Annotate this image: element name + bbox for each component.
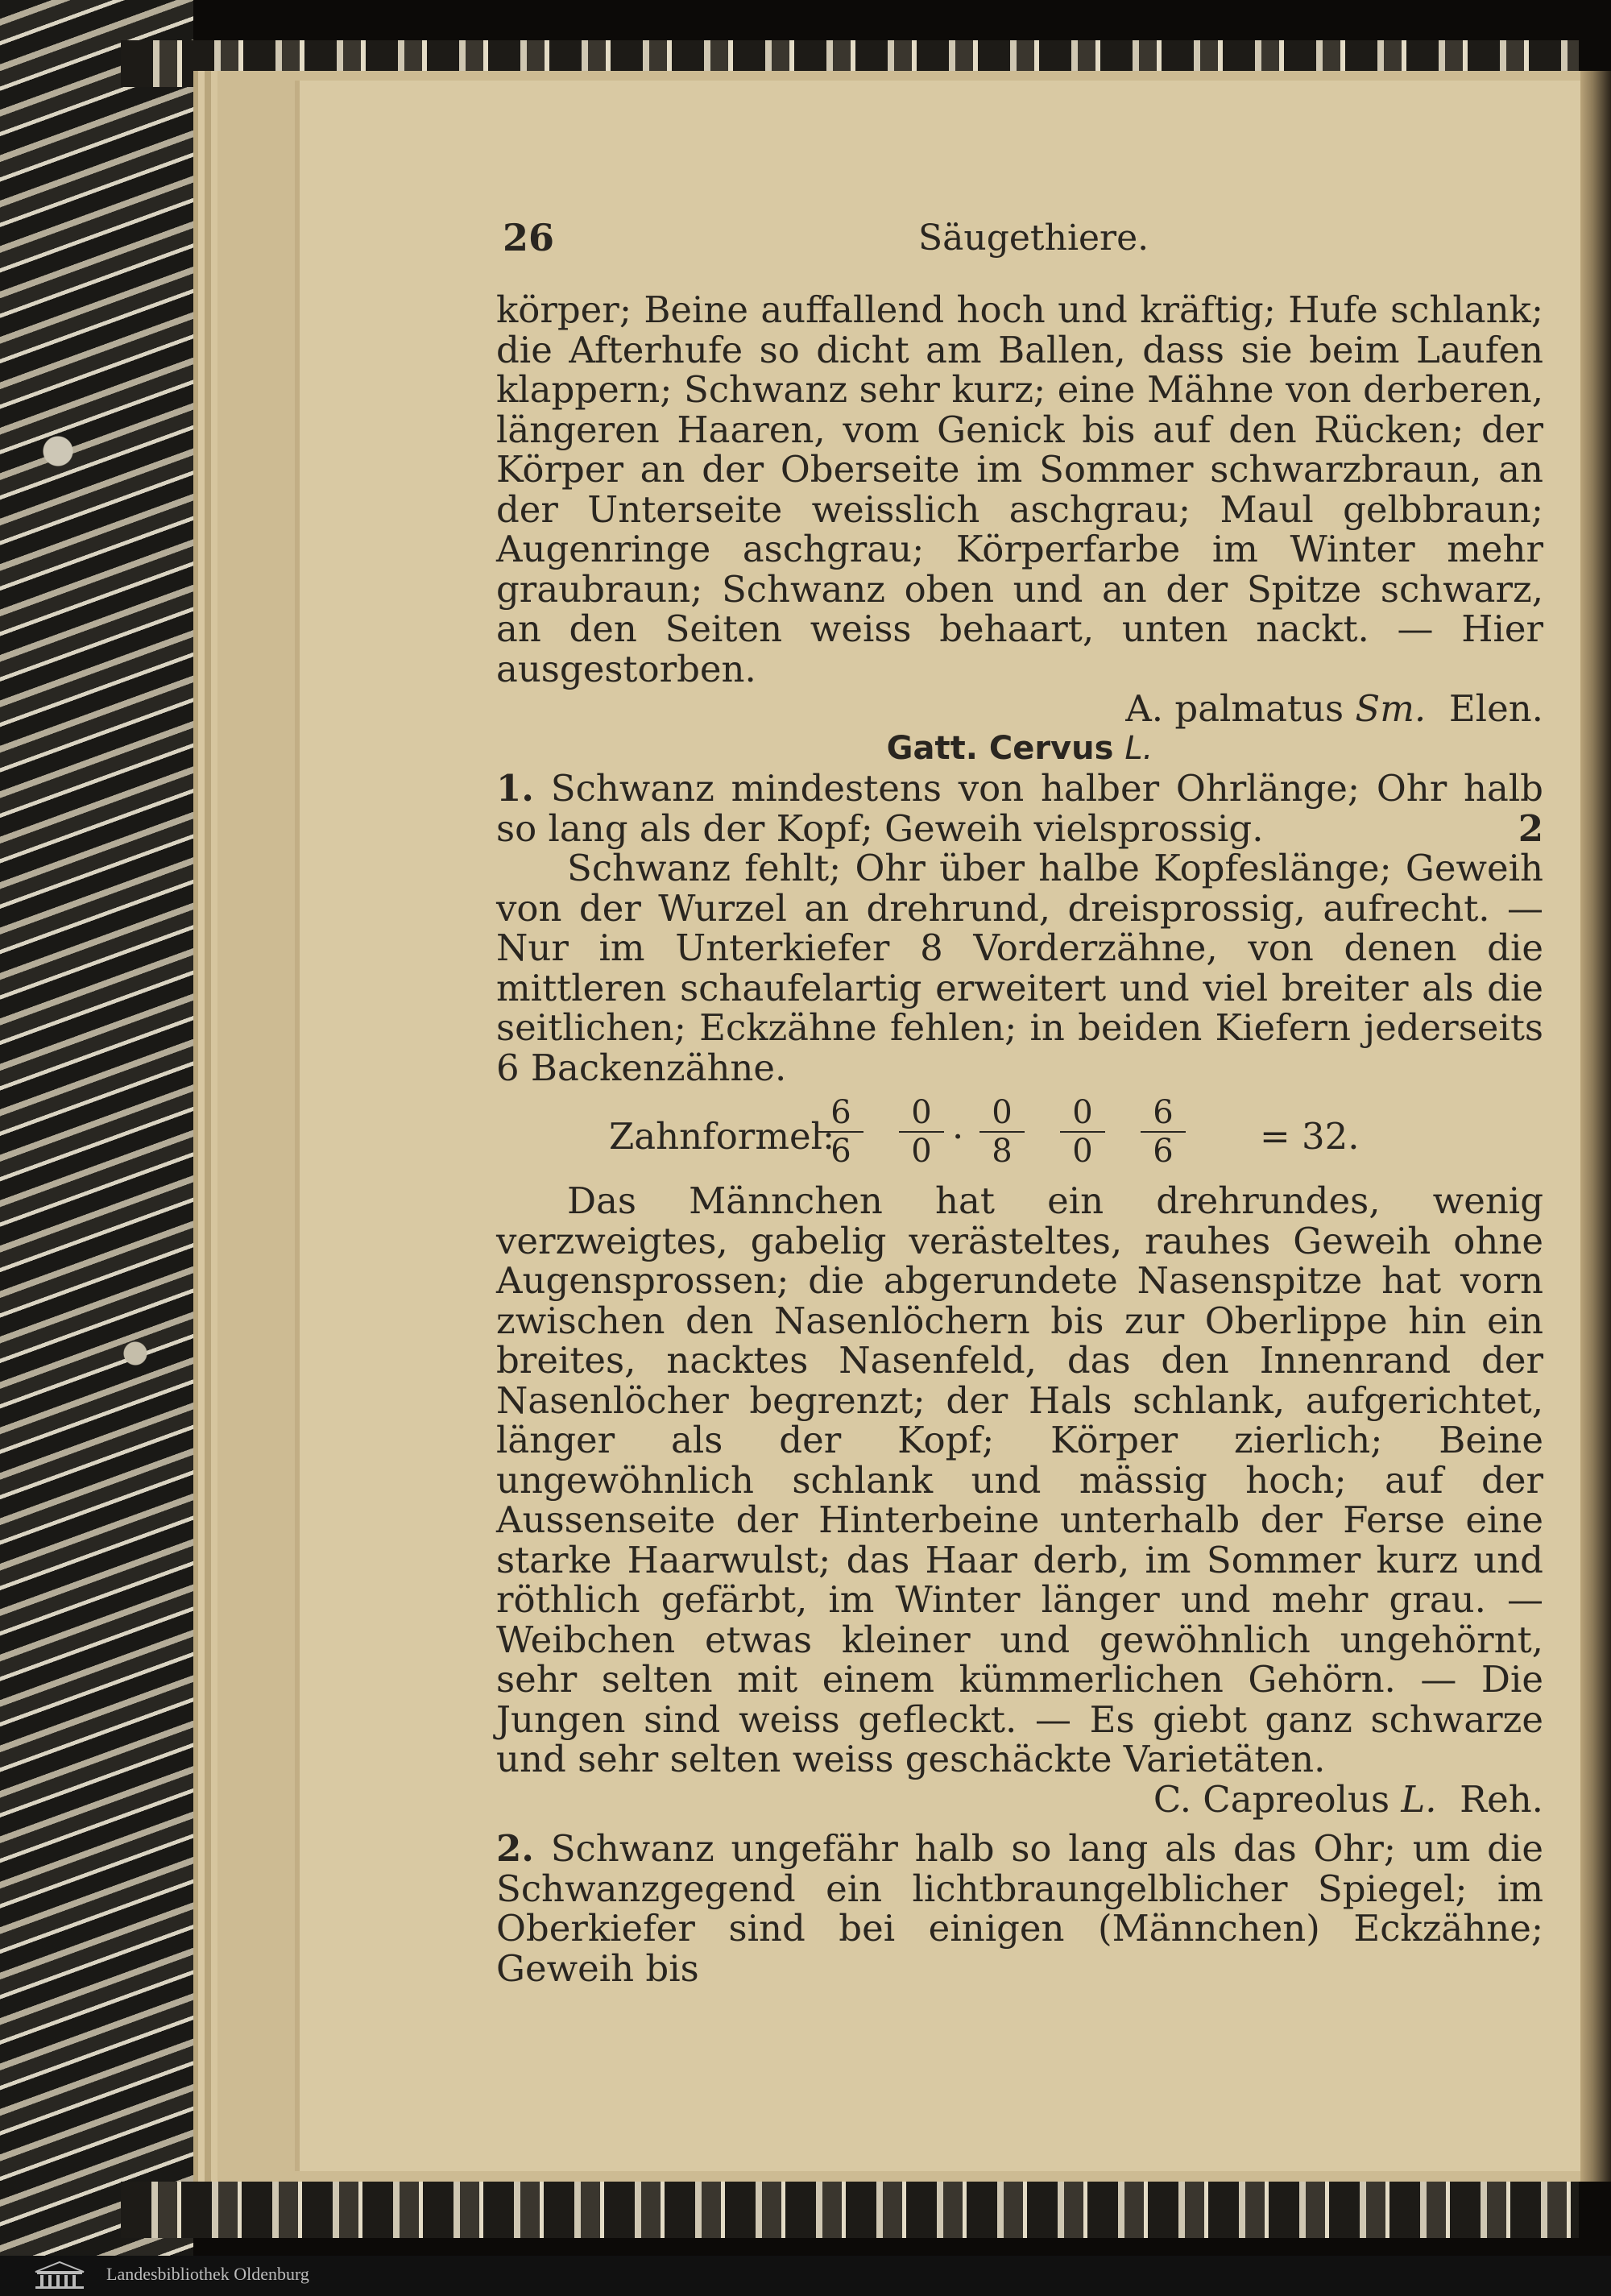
formula-fraction: $\frac{0}{0}$ <box>1060 1094 1105 1170</box>
page-header-title: Säugethiere. <box>918 218 1149 259</box>
book-gutter <box>1580 71 1611 2182</box>
formula-fraction: $\frac{6}{6}$ <box>1141 1094 1186 1170</box>
formula-fraction: $\frac{6}{6}$ <box>818 1094 863 1170</box>
genus-heading: Gatt. Cervus L. <box>886 729 1153 767</box>
book-cover-left <box>0 0 193 2256</box>
running-head <box>503 216 1542 272</box>
paragraph-roe-key: Schwanz fehlt; Ohr über halbe Kopfeslänge; Geweih von der Wurzel an drehrund, dreisprossig, aufrecht. — Nur im Unterkiefer 8 Vorderzähne, von denen die mittleren schaufelartig erweitert und viel breiter als die seitlichen; Eckzähne fehlen; in beiden Kiefern jederseits 6 Backenzähne. <box>496 847 1543 1089</box>
book-cover-bottom <box>121 2182 1579 2238</box>
paragraph-roe-description: Das Männchen hat ein drehrundes, wenig verzweigtes, gabelig verästeltes, rauhes Geweih ohne Augensprossen; die abgerundete Nasenspitze hat vorn zwischen den Nasenlöchern bis zur Oberlippe hin ein breites, nacktes Nasenfeld, das den Innenrand der Nasenlöcher begrenzt; der Hals schlank, aufgerichtet, länger als der Kopf; Körper zierlich; Beine ungewöhnlich schlank und mässig hoch; auf der Aussenseite der Hinterbeine unterhalb der Ferse eine starke Haarwulst; das Haar derb, im Sommer kurz und röthlich gefärbt, im Winter länger und mehr grau. — Weibchen etwas kleiner und gewöhnlich ungehörnt, sehr selten mit einem kümmerlichen Gehörn. — Die Jungen sind weiss gefleckt. — Es giebt ganz schwarze und sehr selten weiss geschäckte Varietäten. <box>496 1179 1543 1780</box>
library-name: Landesbibliothek Oldenburg <box>106 2264 309 2284</box>
footer-bar <box>0 2256 1611 2296</box>
key-entry-1: 1. Schwanz mindestens von halber Ohrlänge; Ohr halb so lang als der Kopf; Geweih vielsprossig. 2 <box>496 767 1543 850</box>
key-entry-2: 2. Schwanz ungefähr halb so lang als das Ohr; um die Schwanzgegend ein lichtbraungelblicher Spiegel; im Oberkiefer sind bei einigen (Männchen) Eckzähne; Geweih bis <box>496 1827 1543 1990</box>
paragraph-elk-description: körper; Beine auffallend hoch und kräftig; Hufe schlank; die Afterhufe so dicht am Ballen, dass sie beim Laufen klappern; Schwanz sehr kurz; eine Mähne von derberen, längeren Haaren, vom Genick bis auf den Rücken; der Körper an der Oberseite im Sommer schwarzbraun, an der Unterseite weisslich aschgrau; Maul gelbbraun; Augenringe aschgrau; Körperfarbe im Winter mehr graubraun; Schwanz oben und an der Spitze schwarz, an den Seiten weiss behaart, unten nackt. — Hier ausgestorben. <box>496 288 1543 690</box>
formula-dot: · <box>952 1115 964 1158</box>
library-building-icon <box>32 2261 87 2290</box>
page-body <box>496 290 1543 1988</box>
formula-fraction: $\frac{0}{8}$ <box>979 1094 1025 1170</box>
formula-label: Zahnformel: <box>609 1115 835 1158</box>
formula-fraction: $\frac{0}{0}$ <box>899 1094 944 1170</box>
page-number: 26 <box>503 216 555 259</box>
species-entry-elen: A. palmatus Sm. Elen. <box>1125 687 1543 730</box>
formula-result: = 32. <box>1260 1115 1360 1158</box>
species-entry-reh: C. Capreolus L. Reh. <box>1153 1777 1543 1821</box>
dental-formula <box>496 1094 1543 1178</box>
